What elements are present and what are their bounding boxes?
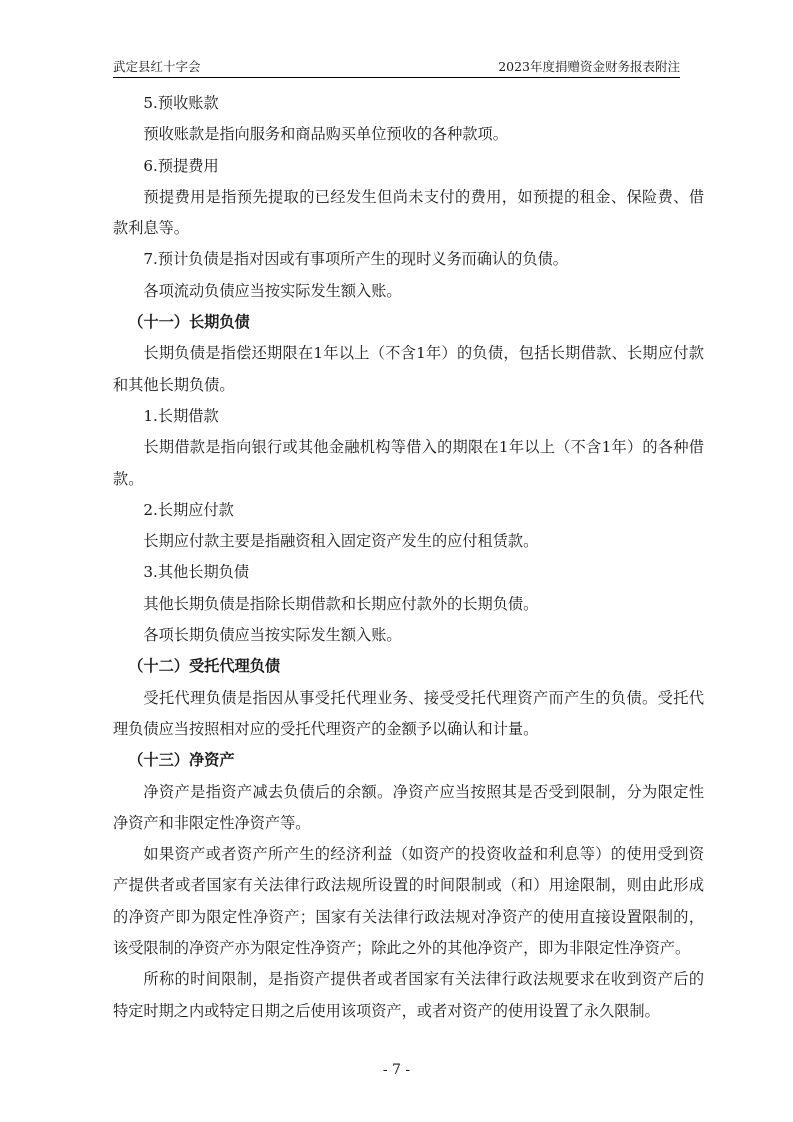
paragraph: 所称的时间限制，是指资产提供者或者国家有关法律行政法规要求在收到资产后的特定时期之内或特定日期之后使用该项资产，或者对资产的使用设置了永久限制。 [113,970,704,1020]
paragraph: 净资产是指资产减去负债后的余额。净资产应当按照其是否受到限制，分为限定性净资产和非限定性净资产等。 [113,782,704,832]
paragraph: 6.预提费用 [143,156,219,175]
paragraph: 3.其他长期负债 [143,563,250,582]
section-heading: （十一）长期负债 [128,313,250,332]
organization-name: 武定县红十字会 [113,59,201,74]
paragraph: 各项长期负债应当按实际发生额入账。 [143,626,402,645]
paragraph: 如果资产或者资产所产生的经济利益（如资产的投资收益和利息等）的使用受到资产提供者或者国家有关法律行政法规所设置的时间限制或（和）用途限制，则由此形成的净资产即为限定性净资产；国家有关法律行政法规对净资产的使用直接设置限制的，该受限制的净资产亦为限定性净资产；除此之外的其他净资产，即为非限定性净资产。 [113,845,704,958]
paragraph: 1.长期借款 [143,406,219,425]
page-header [113,55,680,78]
paragraph: 受托代理负债是指因从事受托代理业务、接受受托代理资产而产生的负债。受托代理负债应当按照相对应的受托代理资产的金额予以确认和计量。 [113,688,704,738]
paragraph: 长期负债是指偿还期限在1年以上（不含1年）的负债，包括长期借款、长期应付款和其他长期负债。 [113,344,704,394]
paragraph: 各项流动负债应当按实际发生额入账。 [143,281,402,300]
paragraph: 长期应付款主要是指融资租入固定资产发生的应付租赁款。 [143,532,539,551]
page-number: - 7 - [382,1062,411,1078]
document-body [113,88,704,1027]
document-title: 2023年度捐赠资金财务报表附注 [498,59,680,74]
section-heading: （十三）净资产 [128,751,235,770]
paragraph: 预提费用是指预先提取的已经发生但尚未支付的费用，如预提的租金、保险费、借款利息等。 [113,187,704,238]
paragraph: 其他长期负债是指除长期借款和长期应付款外的长期负债。 [143,594,539,613]
paragraph: 长期借款是指向银行或其他金融机构等借入的期限在1年以上（不含1年）的各种借款。 [113,438,704,488]
paragraph: 5.预收账款 [143,94,219,112]
paragraph: 预收账款是指向服务和商品购买单位预收的各种款项。 [143,125,508,144]
section-heading: （十二）受托代理负债 [128,657,281,676]
paragraph: 2.长期应付款 [143,500,234,519]
paragraph: 7.预计负债是指对因或有事项所产生的现时义务而确认的负债。 [143,250,568,269]
